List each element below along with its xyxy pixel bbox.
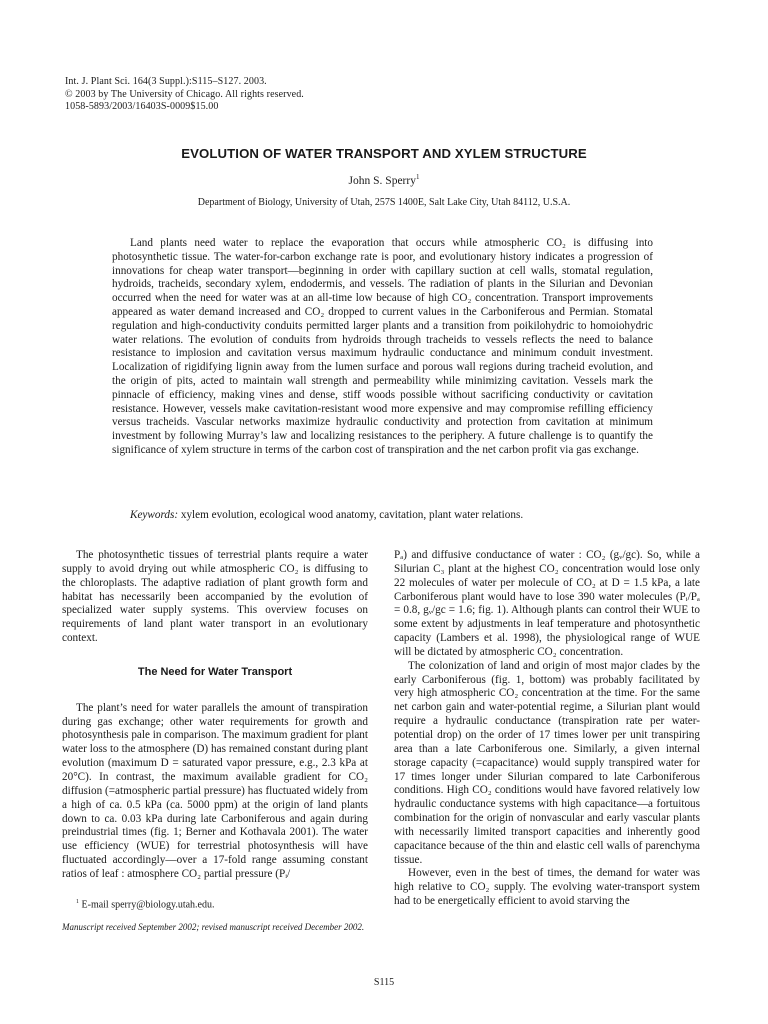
abstract-text: Land plants need water to replace the evaporation that occurs while atmospheric CO₂ is diffusing into photosynthetic tissue. The water-for-carbon exchange rate is poor, and evolutionary history indicates a progression of innovations for cheap water transport—beginning in order with capillary suction at cell walls, stomatal regulation, hydroids, tracheids, secondary xylem, endodermis, and vessels. The radiation of plants in the Silurian and Devonian occurred when the need for water was at an all-time low because of high CO₂ concentration. Transport improvements appeared as water demand increased and CO₂ dropped to current values in the Carboniferous and Permian. Stomatal regulation and high-conductivity conduits permitted larger plants and a transition from poikilohydric to homoiohydric water relations. The evolution of conduits from hydroids through tracheids to vessels reflects the need to balance resistance to implosion and cavitation versus maximum hydraulic conductance and minimum conduit investment. Localization of rigidifying lignin away from the lumen surface and porous wall regions during tracheid evolution, and the origin of pits, acted to maintain wall strength and permeability while minimizing cavitation. Vessels mark the pinnacle of efficiency, making vines and dense, stiff woods possible without sacrificing conductivity or cavitation resistance. However, vessels make cavitation-resistant wood more expensive and may compromise refilling efficiency versus tracheids. Vascular networks maximize hydraulic conductivity and protection from cavitation at minimum investment by following Murray’s law and localizing resistances to the periphery. A future challenge is to quantify the significance of xylem structure in terms of the carbon cost of transpiration and the net carbon profit via gas exchange.: [112, 237, 653, 456]
footnote: [62, 896, 368, 912]
manuscript-note: Manuscript received September 2002; revised manuscript received December 2002.: [62, 921, 365, 932]
footnote-marker: 1: [76, 898, 79, 905]
right-column: [394, 549, 700, 909]
abstract: [112, 237, 653, 458]
affiliation: Department of Biology, University of Utah, 257S 1400E, Salt Lake City, Utah 84112, U.S.A.: [197, 197, 571, 208]
keywords-text: xylem evolution, ecological wood anatomy, cavitation, plant water relations.: [180, 509, 524, 521]
copyright-line: © 2003 by The University of Chicago. All rights reserved.: [65, 88, 304, 100]
keywords-label: Keywords:: [130, 509, 179, 521]
author-line: [0, 173, 768, 187]
intro-paragraph: The photosynthetic tissues of terrestrial plants require a water supply to avoid drying out while atmospheric CO₂ is diffusing to the chloroplasts. The adaptive radiation of plant growth form and habitat has necessarily been accompanied by the evolution of specialized water supply systems. This overview focuses on requirements of land plant water transport in an evolutionary context.: [62, 549, 368, 645]
author-footnote-marker: 1: [415, 173, 420, 181]
left-column: [62, 549, 368, 933]
footnote-email: E-mail sperry@biology.utah.edu.: [81, 899, 215, 911]
continuation-paragraph: Pₐ) and diffusive conductance of water : CO₂ (gᵥ/gc). So, while a Silurian C₃ plant at the highest CO₂ concentration would lose only 22 molecules of water per molecule of CO₂ at D = 1.5 kPa, a late Carboniferous plant would have to lose 390 water molecules (Pᵢ/Pₐ = 0.8, gᵥ/gc = 1.6; fig. 1). Although plants can control their WUE to some extent by adjustments in leaf temperature and photosynthetic capacity (Lambers et al. 1998), the physiological range of WUE will be dictated by atmospheric CO₂ concentration.: [394, 549, 700, 658]
section-heading: The Need for Water Transport: [137, 665, 293, 678]
journal-header: [65, 76, 304, 114]
article-title: EVOLUTION OF WATER TRANSPORT AND XYLEM STRUCTURE: [181, 146, 587, 161]
citation-line: Int. J. Plant Sci. 164(3 Suppl.):S115–S127. 2003.: [65, 76, 267, 87]
body-paragraph: The plant’s need for water parallels the amount of transpiration during gas exchange; other water requirements for growth and photosynthesis pale in comparison. The maximum gradient for plant water loss to the atmosphere (D) has remained constant during plant evolution (maximum D = saturated vapor pressure, e.g., 2.3 kPa at 20°C). In contrast, the maximum available gradient for CO₂ diffusion (=atmospheric partial pressure) has fluctuated widely from a high of ca. 0.5 kPa (ca. 5000 ppm) at the origin of land plants down to ca. 0.03 kPa during late Carboniferous and again during preindustrial times (fig. 1; Berner and Kothavala 2001). The water use efficiency (WUE) for terrestrial photosynthesis will have fluctuated accordingly—over a 17-fold range assuming constant ratios of leaf : atmosphere CO₂ partial pressure (Pᵢ/: [62, 701, 368, 880]
body-paragraph-3: However, even in the best of times, the demand for water was high relative to CO₂ supply. The evolving water-transport system had to be energetically efficient to avoid starving the: [394, 867, 700, 908]
keywords: [130, 509, 650, 521]
page-number: S115: [373, 977, 395, 988]
body-paragraph-2: The colonization of land and origin of most major clades by the early Carboniferous (fig. 1, bottom) was probably facilitated by very high atmospheric CO₂ concentration at the time. For the same net carbon gain and water-potential regime, a Silurian plant would require a hydraulic conductance (transpiration rate per water-potential drop) on the order of 17 times lower per unit transpiring area than a late Carboniferous one. Similarly, a given internal storage capacity (=capacitance) would supply transpired water for 17 times longer under Silurian compared to late Carboniferous conditions. High CO₂ conditions would have favored relatively low hydraulic conductance systems with high capacitance—a fortuitous combination for the origin of nonvascular and early vascular plants with necessarily limited transport capacities and inherently good capacitance because of the thin and elastic cell walls of parenchyma tissue.: [394, 659, 700, 866]
author-name: John S. Sperry: [348, 174, 416, 187]
issn-line: 1058-5893/2003/16403S-0009$15.00: [65, 101, 219, 112]
